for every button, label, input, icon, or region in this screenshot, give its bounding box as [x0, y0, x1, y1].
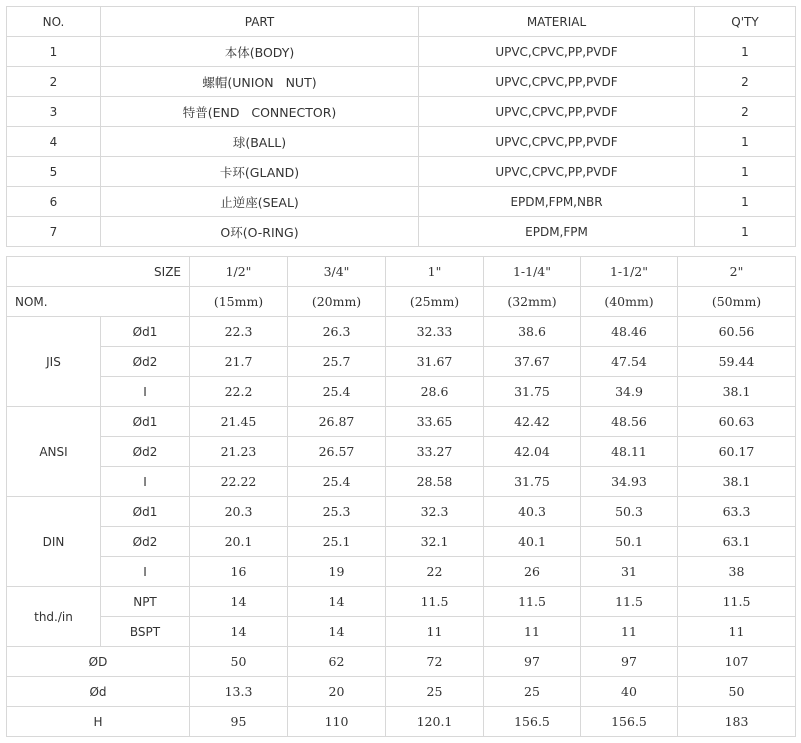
- dimension-value: 156.5: [581, 707, 678, 737]
- dimension-value: 26.3: [288, 317, 386, 347]
- dimension-value: 60.56: [678, 317, 796, 347]
- dimension-row: [7, 317, 796, 347]
- dimension-value: 38.1: [678, 467, 796, 497]
- dimension-sub-label: BSPT: [101, 617, 190, 647]
- dimension-value: 38.6: [484, 317, 581, 347]
- dimension-value: 50.3: [581, 497, 678, 527]
- nominal-cell: (40mm): [581, 287, 678, 317]
- dimension-value: 22.3: [190, 317, 288, 347]
- dimension-sub-label: I: [101, 557, 190, 587]
- part-material: UPVC,CPVC,PP,PVDF: [419, 67, 695, 97]
- dimension-value: 38.1: [678, 377, 796, 407]
- dimension-row: [7, 527, 796, 557]
- dimension-value: 28.6: [386, 377, 484, 407]
- dimension-row: [7, 707, 796, 737]
- dimension-value: 14: [190, 617, 288, 647]
- size-cell: 1-1/4": [484, 257, 581, 287]
- dimension-value: 11: [678, 617, 796, 647]
- size-cell: 1": [386, 257, 484, 287]
- dimension-sub-label: Ød1: [101, 317, 190, 347]
- part-qty: 1: [695, 37, 796, 67]
- dimension-value: 110: [288, 707, 386, 737]
- part-material: EPDM,FPM: [419, 217, 695, 247]
- dimension-value: 95: [190, 707, 288, 737]
- dimension-value: 34.9: [581, 377, 678, 407]
- dimension-value: 40: [581, 677, 678, 707]
- dimension-value: 37.67: [484, 347, 581, 377]
- dimension-value: 13.3: [190, 677, 288, 707]
- dimension-value: 11.5: [678, 587, 796, 617]
- dimension-value: 28.58: [386, 467, 484, 497]
- dimension-value: 22.2: [190, 377, 288, 407]
- size-label: SIZE: [7, 257, 190, 287]
- dimension-label: Ød: [7, 677, 190, 707]
- dimension-value: 60.17: [678, 437, 796, 467]
- dimension-value: 20.1: [190, 527, 288, 557]
- dimension-row: [7, 497, 796, 527]
- dimension-value: 31.67: [386, 347, 484, 377]
- part-row: [7, 97, 796, 127]
- part-no: 4: [7, 127, 101, 157]
- part-name: 本体(BODY): [101, 37, 419, 67]
- dimension-value: 32.3: [386, 497, 484, 527]
- dimension-value: 25: [386, 677, 484, 707]
- part-name: 卡环(GLAND): [101, 157, 419, 187]
- nominal-cell: (25mm): [386, 287, 484, 317]
- part-material: UPVC,CPVC,PP,PVDF: [419, 157, 695, 187]
- dimension-value: 47.54: [581, 347, 678, 377]
- dimension-value: 22.22: [190, 467, 288, 497]
- dimension-value: 63.3: [678, 497, 796, 527]
- parts-header-row: [7, 7, 796, 37]
- dimension-value: 19: [288, 557, 386, 587]
- dimension-value: 38: [678, 557, 796, 587]
- dimension-value: 31.75: [484, 467, 581, 497]
- size-cell: 3/4": [288, 257, 386, 287]
- dimension-row: [7, 617, 796, 647]
- dimension-value: 21.23: [190, 437, 288, 467]
- part-row: [7, 67, 796, 97]
- part-row: [7, 157, 796, 187]
- dimension-value: 14: [288, 617, 386, 647]
- dimension-value: 40.3: [484, 497, 581, 527]
- part-material: UPVC,CPVC,PP,PVDF: [419, 97, 695, 127]
- header-no: NO.: [7, 7, 101, 37]
- dimension-value: 50: [190, 647, 288, 677]
- size-cell: 1/2": [190, 257, 288, 287]
- part-qty: 1: [695, 157, 796, 187]
- dimension-value: 31.75: [484, 377, 581, 407]
- dimension-value: 33.27: [386, 437, 484, 467]
- parts-table-body: [7, 7, 796, 247]
- dimension-value: 20.3: [190, 497, 288, 527]
- part-qty: 1: [695, 127, 796, 157]
- nom-label: NOM.: [7, 287, 190, 317]
- standard-label: DIN: [7, 497, 101, 587]
- dimension-value: 72: [386, 647, 484, 677]
- part-row: [7, 37, 796, 67]
- dimension-value: 63.1: [678, 527, 796, 557]
- part-material: UPVC,CPVC,PP,PVDF: [419, 37, 695, 67]
- dimension-value: 60.63: [678, 407, 796, 437]
- dimension-label: H: [7, 707, 190, 737]
- dimension-row: [7, 407, 796, 437]
- dimension-value: 33.65: [386, 407, 484, 437]
- dimension-value: 32.1: [386, 527, 484, 557]
- standard-label: ANSI: [7, 407, 101, 497]
- part-row: [7, 217, 796, 247]
- header-material: MATERIAL: [419, 7, 695, 37]
- dimension-value: 59.44: [678, 347, 796, 377]
- part-no: 1: [7, 37, 101, 67]
- dimension-value: 97: [581, 647, 678, 677]
- dimension-value: 183: [678, 707, 796, 737]
- dimension-table: [6, 256, 796, 737]
- dimension-sub-label: Ød1: [101, 497, 190, 527]
- nominal-cell: (50mm): [678, 287, 796, 317]
- dimension-value: 25.4: [288, 467, 386, 497]
- dimension-value: 50: [678, 677, 796, 707]
- dimension-value: 20: [288, 677, 386, 707]
- dimension-value: 25.3: [288, 497, 386, 527]
- dimension-value: 25.7: [288, 347, 386, 377]
- dimension-row: [7, 587, 796, 617]
- dimension-value: 42.42: [484, 407, 581, 437]
- part-qty: 1: [695, 217, 796, 247]
- nominal-cell: (32mm): [484, 287, 581, 317]
- part-qty: 2: [695, 97, 796, 127]
- part-no: 3: [7, 97, 101, 127]
- part-name: 螺帽(UNION NUT): [101, 67, 419, 97]
- header-qty: Q'TY: [695, 7, 796, 37]
- dimension-value: 97: [484, 647, 581, 677]
- dimension-row: [7, 437, 796, 467]
- dimension-value: 25: [484, 677, 581, 707]
- standard-label: thd./in: [7, 587, 101, 647]
- dimension-value: 11.5: [581, 587, 678, 617]
- dimension-sub-label: NPT: [101, 587, 190, 617]
- part-qty: 1: [695, 187, 796, 217]
- part-row: [7, 187, 796, 217]
- dimension-row: [7, 347, 796, 377]
- dimension-value: 11: [581, 617, 678, 647]
- dimension-value: 21.45: [190, 407, 288, 437]
- part-material: EPDM,FPM,NBR: [419, 187, 695, 217]
- dimension-value: 14: [288, 587, 386, 617]
- dimension-table-body: [7, 257, 796, 737]
- size-cell: 2": [678, 257, 796, 287]
- dimension-row: [7, 677, 796, 707]
- dimension-value: 34.93: [581, 467, 678, 497]
- part-no: 7: [7, 217, 101, 247]
- dimension-value: 48.46: [581, 317, 678, 347]
- part-no: 6: [7, 187, 101, 217]
- dimension-value: 40.1: [484, 527, 581, 557]
- dimension-value: 11.5: [484, 587, 581, 617]
- size-cell: 1-1/2": [581, 257, 678, 287]
- part-name: 特普(END CONNECTOR): [101, 97, 419, 127]
- dimension-value: 62: [288, 647, 386, 677]
- dimension-value: 16: [190, 557, 288, 587]
- header-part: PART: [101, 7, 419, 37]
- dimension-value: 21.7: [190, 347, 288, 377]
- dimension-row: [7, 647, 796, 677]
- dimension-sub-label: I: [101, 377, 190, 407]
- dimension-value: 11: [484, 617, 581, 647]
- dimension-value: 50.1: [581, 527, 678, 557]
- standard-label: JIS: [7, 317, 101, 407]
- dimension-value: 25.1: [288, 527, 386, 557]
- nominal-cell: (15mm): [190, 287, 288, 317]
- nominal-cell: (20mm): [288, 287, 386, 317]
- part-name: O环(O-RING): [101, 217, 419, 247]
- dimension-value: 48.11: [581, 437, 678, 467]
- dimension-value: 14: [190, 587, 288, 617]
- dimension-value: 26.87: [288, 407, 386, 437]
- part-no: 2: [7, 67, 101, 97]
- part-material: UPVC,CPVC,PP,PVDF: [419, 127, 695, 157]
- nominal-row: [7, 287, 796, 317]
- dimension-sub-label: Ød2: [101, 347, 190, 377]
- part-row: [7, 127, 796, 157]
- dimension-value: 26: [484, 557, 581, 587]
- dimension-value: 42.04: [484, 437, 581, 467]
- size-row: [7, 257, 796, 287]
- dimension-row: [7, 467, 796, 497]
- part-name: 止逆座(SEAL): [101, 187, 419, 217]
- dimension-value: 32.33: [386, 317, 484, 347]
- dimension-sub-label: Ød2: [101, 437, 190, 467]
- dimension-value: 120.1: [386, 707, 484, 737]
- dimension-value: 22: [386, 557, 484, 587]
- dimension-label: ØD: [7, 647, 190, 677]
- parts-table: [6, 6, 796, 247]
- dimension-value: 25.4: [288, 377, 386, 407]
- dimension-sub-label: I: [101, 467, 190, 497]
- dimension-sub-label: Ød1: [101, 407, 190, 437]
- part-qty: 2: [695, 67, 796, 97]
- dimension-value: 31: [581, 557, 678, 587]
- dimension-value: 26.57: [288, 437, 386, 467]
- dimension-sub-label: Ød2: [101, 527, 190, 557]
- dimension-value: 48.56: [581, 407, 678, 437]
- dimension-value: 156.5: [484, 707, 581, 737]
- dimension-row: [7, 557, 796, 587]
- dimension-value: 107: [678, 647, 796, 677]
- dimension-value: 11.5: [386, 587, 484, 617]
- part-name: 球(BALL): [101, 127, 419, 157]
- dimension-value: 11: [386, 617, 484, 647]
- part-no: 5: [7, 157, 101, 187]
- dimension-row: [7, 377, 796, 407]
